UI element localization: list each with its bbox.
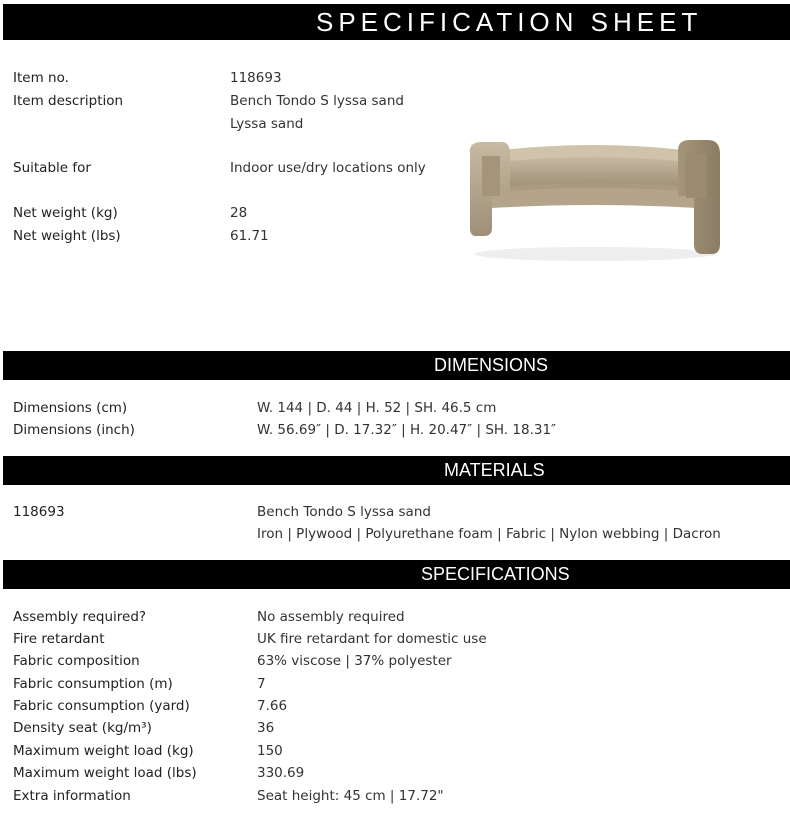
fabric-consumption-yard-value: 7.66: [257, 698, 288, 714]
dimensions-cm-label: Dimensions (cm): [13, 400, 128, 416]
item-description-value: Bench Tondo S lyssa sand: [230, 93, 404, 109]
fabric-composition-label: Fabric composition: [13, 653, 140, 669]
specifications-bar: [3, 560, 790, 589]
density-seat-label: Density seat (kg/m³): [13, 720, 152, 736]
item-no-value: 118693: [230, 70, 282, 86]
assembly-value: No assembly required: [257, 609, 405, 625]
bench-product-image: [462, 136, 727, 266]
max-load-lbs-value: 330.69: [257, 765, 305, 781]
assembly-label: Assembly required?: [13, 609, 147, 625]
max-load-kg-label: Maximum weight load (kg): [13, 743, 194, 759]
dimensions-title: DIMENSIONS: [434, 355, 549, 375]
item-description-label: Item description: [13, 93, 124, 109]
header-bar: [3, 4, 790, 40]
fabric-consumption-yard-label: Fabric consumption (yard): [13, 698, 190, 714]
item-no-label: Item no.: [13, 70, 69, 86]
fire-retardant-label: Fire retardant: [13, 631, 105, 647]
suitable-for-value: Indoor use/dry locations only: [230, 160, 426, 176]
materials-bar: [3, 456, 790, 485]
extra-information-label: Extra information: [13, 788, 131, 804]
fabric-consumption-m-value: 7: [257, 676, 266, 692]
density-seat-value: 36: [257, 720, 275, 736]
net-weight-kg-label: Net weight (kg): [13, 205, 118, 221]
materials-title: MATERIALS: [444, 460, 545, 480]
max-load-lbs-label: Maximum weight load (lbs): [13, 765, 197, 781]
dimensions-inch-label: Dimensions (inch): [13, 422, 135, 438]
net-weight-kg-value: 28: [230, 205, 248, 221]
fabric-composition-value: 63% viscose | 37% polyester: [257, 653, 452, 669]
dimensions-cm-value: W. 144 | D. 44 | H. 52 | SH. 46.5 cm: [257, 400, 497, 416]
specifications-title: SPECIFICATIONS: [421, 564, 570, 584]
item-color-value: Lyssa sand: [230, 116, 304, 132]
materials-name: Bench Tondo S lyssa sand: [257, 504, 431, 520]
materials-list: Iron | Plywood | Polyurethane foam | Fabric | Nylon webbing | Dacron: [257, 526, 721, 542]
dimensions-bar: [3, 351, 790, 380]
suitable-for-label: Suitable for: [13, 160, 91, 176]
max-load-kg-value: 150: [257, 743, 283, 759]
page-title: SPECIFICATION SHEET: [316, 7, 703, 37]
net-weight-lbs-label: Net weight (lbs): [13, 228, 121, 244]
dimensions-inch-value: W. 56.69″ | D. 17.32″ | H. 20.47″ | SH. 18.31″: [257, 422, 557, 438]
fabric-consumption-m-label: Fabric consumption (m): [13, 676, 173, 692]
extra-information-value: Seat height: 45 cm | 17.72": [257, 788, 444, 804]
fire-retardant-value: UK fire retardant for domestic use: [257, 631, 487, 647]
net-weight-lbs-value: 61.71: [230, 228, 269, 244]
materials-code: 118693: [13, 504, 65, 520]
